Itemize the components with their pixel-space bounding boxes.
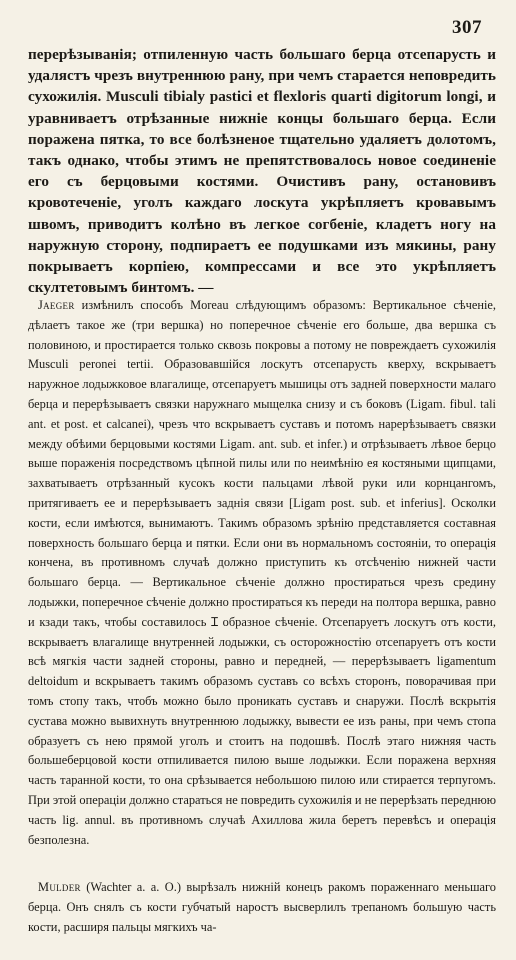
footnote-mulder [28,878,496,937]
page-number: 307 [452,17,482,38]
footnote-author: Mulder [38,880,81,894]
main-paragraph: перерѣзыванія; отпиленную часть большаго берца отсепарусть и удалястъ чрезъ внутреннюю рану, при чемъ старается неповредить сухожилія. Musculi tibialy pastici et flexloris quarti digitorum longi, и уравниваетъ отрѣзанные нижніе концы большаго берца. Если поражена пятка, то все болѣзненое тщательно удаляетъ долотомъ, такъ однако, чтобы этимъ не препятствовалось новое соединеніе его съ берцовыми костями. Очистивъ рану, остановивъ кровотеченіе, уголъ каждаго лоскута укрѣпляетъ кровавымъ швомъ, приводитъ колѣно въ легкое согбеніе, кладетъ ногу на наружную сторону, подпираетъ ее подушками изъ мякины, рану покрываетъ корпіею, компрессами и все это укрѣпляетъ скултетовымъ бинтомъ. — [28,46,496,297]
footnote-text: измѣнилъ способъ Moreau слѣдующимъ образомъ: Вертикальное сѣченіе, дѣлаетъ такое же (три вершка) но поперечное сѣченіе его больше, два вершка съ половиною, и простирается только сквозь покровы а потому не повреждаетъ сухожилія Musculi peronei tertii. Образовавшійся лоскутъ отсепарусть кверху, вскрываетъ наружное лодыжковое влагалище, отсепаруетъ мышицы отъ задней поверхности малаго берца и перерѣзываетъ связки наружнаго мыщелка снизу и съ боковъ (Ligam. fibul. tali ant. et post. et calcanei), чрезъ что вскрываетъ суставъ и потомъ нарерѣзываетъ связки между обѣими берцовыми костями Ligam. ant. sub. et infer.) и отрѣзываетъ лѣвое берцо выше пораженія посредствомъ цѣпной пилы или по неимѣнію ея костяными щипцами, захватываетъ отрѣзанный кусокъ кости пальцами лѣвой руки или корнцангомъ, притягиваетъ ее и перерѣзываетъ заднія связи [Ligam post. sub. et inferius]. Осколки кости, если имѣются, вынимаютъ. Такимъ образомъ зрѣнію представляется составная поверхность большаго берца и пятки. Если они въ нормальномъ состояніи, то операція кончена, въ противномъ случаѣ должно приступить къ отсѣченію нижней части большаго берца. — Вертикальное сѣченіе должно простираться чрезъ средину лодыжки, поперечное сѣченіе должно простираться къ переди на полтора вершка, равно и кзади такъ, чтобы составилось Ɪ образное сѣченіе. Отсепаруетъ лоскутъ отъ кости, вскрываетъ влагалище внутренней лодыжки, съ осторожностію отсепаруетъ отъ кости всѣ мягкія части задней стороны, равно и передней, — перерѣзываетъ ligamentum deltoidum и вскрываетъ такимъ образомъ суставъ со всѣхъ сторонъ, поворачивая при томъ стопу такъ, чтобъ можно было проникать суставъ и снаружи. Послѣ вскрытія сустава можно вывихнуть внутреннюю лодыжку, вывести ее изъ раны, при чемъ стопа образуетъ съ нею прямой уголъ и стоитъ на подошвѣ. Послѣ этаго нижняя часть большеберцовой кости отпиливается пилою выше лодыжки. Если поражена верхняя часть таранной кости, то она срѣзывается небольшою пилою или стирается терпугомъ. При этой операціи должно стараться не повредить сухожилія и не перерѣзать переднюю часть lig. annul. въ противномъ случаѣ Ахиллова жила беретъ перевѣсъ и операція безполезна. [28,298,496,847]
footnote-jaeger [28,296,496,850]
footnote-text: (Wachter a. a. O.) вырѣзалъ нижній конецъ ракомъ пораженнаго меньшаго берца. Онъ снялъ съ кости губчатый наростъ высверлилъ трепаномъ большую часть кости, расширя пальцы мягкихъ ча- [28,880,496,934]
footnote-author: Jaeger [38,298,75,312]
